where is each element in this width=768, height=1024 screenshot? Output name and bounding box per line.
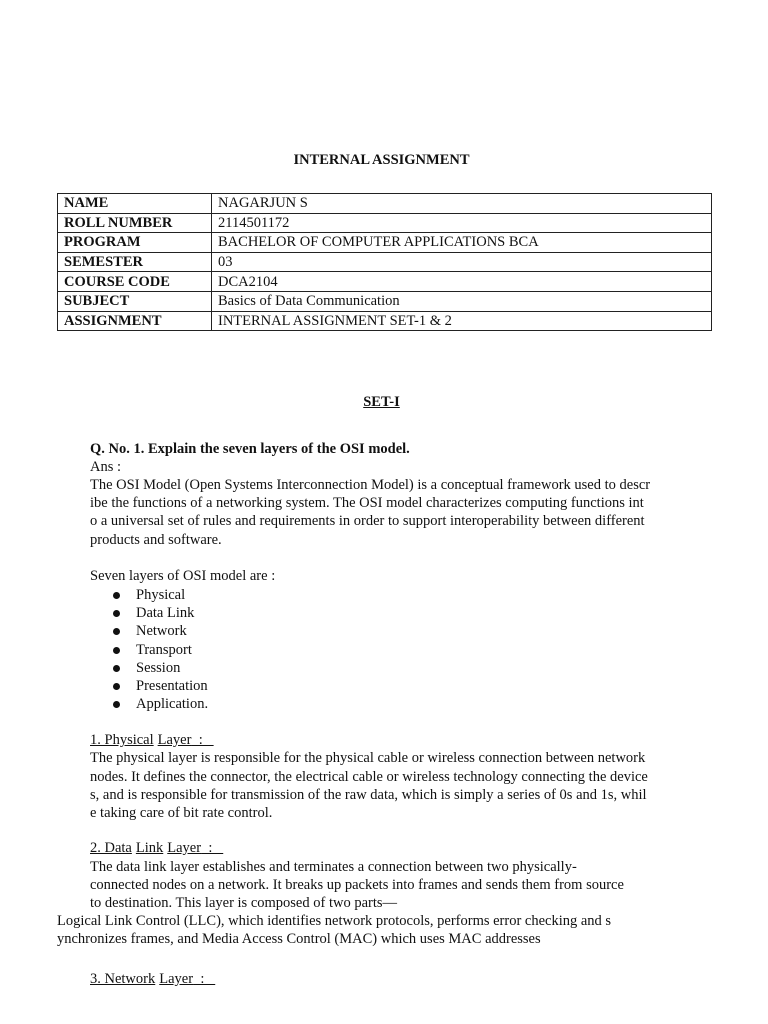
body-line: The data link layer establishes and terminates a connection between two physically- xyxy=(90,859,577,875)
bullet-icon xyxy=(113,701,120,708)
body-line: Logical Link Control (LLC), which identifies network protocols, performs error checking and s xyxy=(57,913,612,929)
heading-part: : xyxy=(191,732,214,748)
info-label: PROGRAM xyxy=(58,233,212,253)
body-line: nodes. It defines the connector, the electrical cable or wireless technology connecting the device xyxy=(90,769,648,785)
info-row xyxy=(58,213,712,233)
info-row xyxy=(58,291,712,311)
intro-line: products and software. xyxy=(90,532,222,548)
bullet-icon xyxy=(113,683,120,690)
layer-list-item: Physical xyxy=(136,587,186,603)
heading-part: Layer xyxy=(167,840,202,856)
bullet-icon xyxy=(113,610,120,617)
body-line: s, and is responsible for transmission of the raw data, which is simply a series of 0s and 1s, whil xyxy=(90,787,647,803)
info-label: ROLL NUMBER xyxy=(58,213,212,233)
layer-list-item: Session xyxy=(136,659,181,676)
info-row xyxy=(58,233,712,253)
intro-line: ibe the functions of a networking system. The OSI model characterizes computing functions int xyxy=(90,495,644,511)
answer-label: Ans : xyxy=(90,459,122,475)
bullet-icon xyxy=(113,647,120,654)
section-heading-physical xyxy=(90,732,214,749)
heading-part: Layer xyxy=(157,732,192,748)
heading-part: Layer xyxy=(159,971,194,987)
body-line: to destination. This layer is composed of two parts— xyxy=(90,895,398,911)
heading-part: : xyxy=(193,971,216,987)
body-line: e taking care of bit rate control. xyxy=(90,805,273,821)
heading-part: 1. Physical xyxy=(90,732,154,748)
info-row xyxy=(58,311,712,331)
body-line: The physical layer is responsible for the physical cable or wireless connection between network xyxy=(90,750,646,766)
heading-part: 3. Network xyxy=(90,971,156,987)
bullet-icon xyxy=(113,592,120,599)
info-row xyxy=(58,194,712,214)
bullet-icon xyxy=(113,628,120,635)
intro-line: The OSI Model (Open Systems Interconnection Model) is a conceptual framework used to descr xyxy=(90,477,651,493)
body-line: ynchronizes frames, and Media Access Control (MAC) which uses MAC addresses xyxy=(57,931,541,947)
info-value: NAGARJUN S xyxy=(212,194,712,214)
layers-intro: Seven layers of OSI model are : xyxy=(90,568,276,584)
question-text: Q. No. 1. Explain the seven layers of the OSI model. xyxy=(90,441,410,457)
layer-list-item: Application. xyxy=(136,696,209,713)
info-value: INTERNAL ASSIGNMENT SET-1 & 2 xyxy=(212,311,712,331)
intro-line: o a universal set of rules and requirements in order to support interoperability between different xyxy=(90,513,645,529)
section-heading-network xyxy=(90,971,215,988)
bullet-icon xyxy=(113,665,120,672)
info-label: SUBJECT xyxy=(58,291,212,311)
heading-part: : xyxy=(201,840,224,856)
layer-list-item: Transport xyxy=(136,641,192,658)
info-row xyxy=(58,272,712,292)
layer-list-item: Network xyxy=(136,623,187,640)
student-info-table xyxy=(57,193,712,331)
body-line: connected nodes on a network. It breaks up packets into frames and sends them from source xyxy=(90,877,624,893)
info-value: DCA2104 xyxy=(212,272,712,292)
info-label: COURSE CODE xyxy=(58,272,212,292)
info-label: SEMESTER xyxy=(58,252,212,272)
info-row xyxy=(58,252,712,272)
info-value: 2114501172 xyxy=(212,213,712,233)
document-title: INTERNAL ASSIGNMENT xyxy=(293,152,470,168)
info-label: NAME xyxy=(58,194,212,214)
layer-list-item: Presentation xyxy=(136,678,208,694)
heading-part: 2. Data xyxy=(90,840,132,856)
info-value: 03 xyxy=(212,252,712,272)
section-heading-data-link xyxy=(90,840,223,857)
set-heading: SET-I xyxy=(363,394,400,410)
heading-part: Link xyxy=(135,840,164,856)
layer-list-item: Data Link xyxy=(136,605,195,622)
info-value: BACHELOR OF COMPUTER APPLICATIONS BCA xyxy=(212,233,712,253)
info-value: Basics of Data Communication xyxy=(212,291,712,311)
info-label: ASSIGNMENT xyxy=(58,311,212,331)
